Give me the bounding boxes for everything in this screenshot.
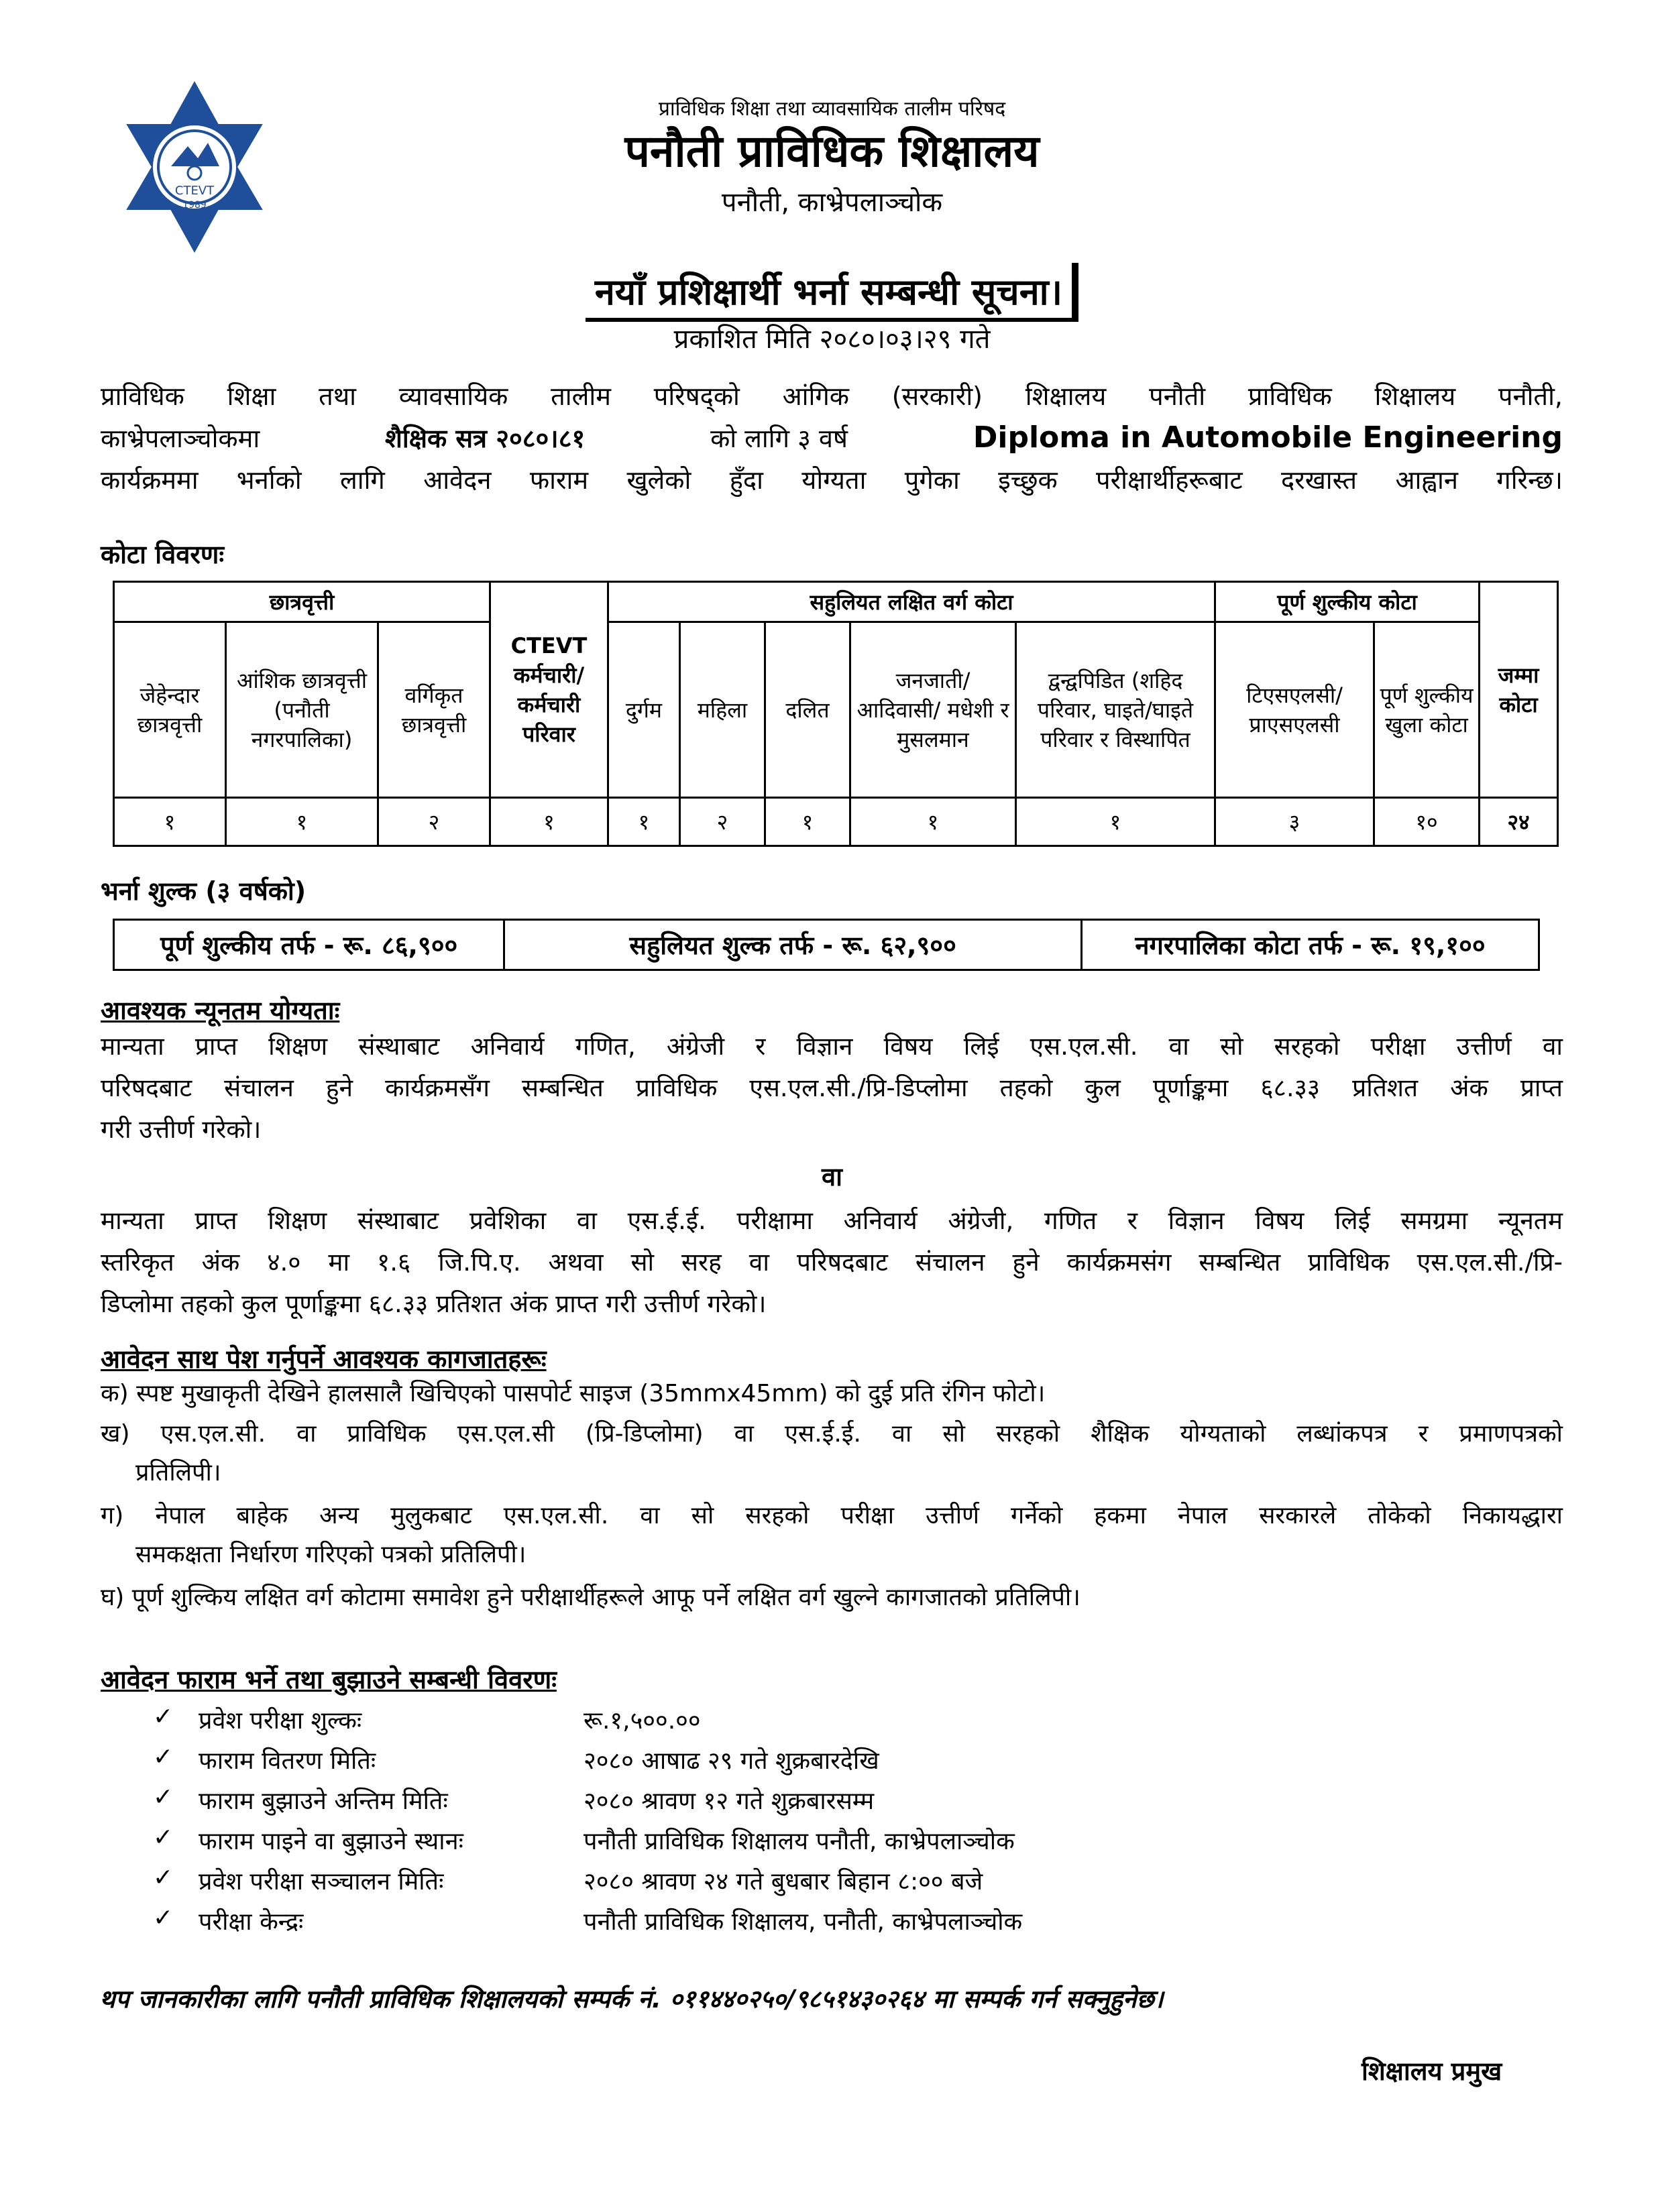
published-date: प्रकाशित मिति २०८०।०३।२९ गते [673,324,991,355]
eligibility-p1-line-3: गरी उत्तीर्ण गरेको। [101,1115,262,1144]
col-label: जनजाती/ आदिवासी/ मधेशी र मुसलमान [850,622,1016,798]
application-label: फाराम वितरण मितिः [199,1747,376,1775]
check-icon: ✓ [153,1824,174,1851]
signature: शिक्षालय प्रमुख [1362,2056,1502,2086]
application-label: प्रवेश परीक्षा सञ्चालन मितिः [199,1868,444,1896]
fee-table [113,919,1540,971]
group-targeted: सहुलियत लक्षित वर्ग कोटा [608,582,1215,622]
group-scholarship: छात्रवृत्ती [114,582,490,622]
col-label: पूर्ण शुल्कीय खुला कोटा [1374,622,1480,798]
col-value: १ [765,798,850,846]
col-label: आंशिक छात्रवृत्ती (पनौती नगरपालिका) [226,622,378,798]
notice-title-wrap [0,263,1664,322]
application-value: २०८० आषाढ २९ गते शुक्रबारदेखि [584,1747,879,1775]
intro-line-1: प्राविधिक शिक्षा तथा व्यावसायिक तालीम परिषद्को आंगिक (सरकारी) शिक्षालय पनौती प्राविधिक शिक्षालय पनौती, [101,382,1563,411]
col-value: ३ [1215,798,1374,846]
col-label: दुर्गम [608,622,680,798]
eligibility-p1-line-1: मान्यता प्राप्त शिक्षण संस्थाबाट अनिवार्य गणित, अंग्रेजी र विज्ञान विषय लिई एस.एल.सी. वा सो सरहको परीक्षा उत्तीर्ण वा [101,1032,1563,1061]
col-label: दलित [765,622,850,798]
quota-heading: कोटा विवरणः [101,540,225,569]
intro-line-2 [101,417,1563,459]
eligibility-p2-line-1: मान्यता प्राप्त शिक्षण संस्थाबाट प्रवेशिका वा एस.ई.ई. परीक्षामा अनिवार्य अंग्रेजी, गणित र विज्ञान विषय लिई समग्रमा न्यूनतम [101,1206,1563,1235]
document-item-b-line-1: ख) एस.एल.सी. वा प्राविधिक एस.एल.सी (प्रि-डिप्लोमा) वा एस.ई.ई. वा सो सरहको शैक्षिक योग्यताको लब्धांकपत्र र प्रमाणपत्रको [101,1420,1563,1448]
document-item-b-line-2: प्रतिलिपी। [135,1459,221,1487]
document-item-c-line-1: ग) नेपाल बाहेक अन्य मुलुकबाट एस.एल.सी. वा सो सरहको परीक्षा उत्तीर्ण गर्नेको हकमा नेपाल सरकारले तोकेको निकायद्धारा [101,1502,1563,1529]
fee-municipality: नगरपालिका कोटा तर्फ - रू. १९,१०० [1082,920,1539,970]
eligibility-p2-line-3: डिप्लोमा तहको कुल पूर्णाङ्कमा ६८.३३ प्रतिशत अंक प्राप्त गरी उत्तीर्ण गरेको। [101,1289,767,1318]
academic-session: शैक्षिक सत्र २०८०।८१ [385,424,586,453]
application-value: २०८० श्रावण २४ गते बुधबार बिहान ८:०० बजे [584,1868,983,1896]
group-full-fee: पूर्ण शुल्कीय कोटा [1215,582,1480,622]
intro-line-3: कार्यक्रममा भर्नाको लागि आवेदन फाराम खुलेको हुँदा योग्यता पुगेका इच्छुक परीक्षार्थीहरूबाट दरखास्त आह्वान गरिन्छ। [101,465,1563,495]
document-item-d: घ) पूर्ण शुल्किय लक्षित वर्ग कोटामा समावेश हुने परीक्षार्थीहरूले आफू पर्ने लक्षित वर्ग खुल्ने कागजातको प्रतिलिपी। [101,1584,1080,1611]
notice-title: नयाँ प्रशिक्षार्थी भर्ना सम्बन्धी सूचना। [586,263,1078,322]
col-value: २ [378,798,490,846]
col-value: २ [680,798,765,846]
col-value: १ [608,798,680,846]
document-item-a: क) स्पष्ट मुखाकृती देखिने हालसालै खिचिएको पासपोर्ट साइज (35mmx45mm) को दुई प्रति रंगिन फोटो। [101,1380,1046,1407]
fee-full: पूर्ण शुल्कीय तर्फ - रू. ८६,९०० [114,920,504,970]
quota-table [113,581,1559,847]
eligibility-heading: आवश्यक न्यूनतम योग्यताः [101,996,340,1025]
eligibility-paragraph-1 [101,1026,1563,1151]
eligibility-or: वा [822,1162,842,1191]
application-label: प्रवेश परीक्षा शुल्कः [199,1707,362,1735]
application-label: फाराम बुझाउने अन्तिम मितिः [199,1788,448,1815]
check-icon: ✓ [153,1784,174,1811]
col-value: १ [850,798,1016,846]
col-label: जेहेन्दार छात्रवृत्ती [114,622,226,798]
col-label: टिएसएलसी/ प्राएसएलसी [1215,622,1374,798]
col-label: महिला [680,622,765,798]
document-item-c-line-2: समकक्षता निर्धारण गरिएको पत्रको प्रतिलिपी। [135,1541,526,1568]
application-label: फाराम पाइने वा बुझाउने स्थानः [199,1828,463,1855]
check-icon: ✓ [153,1904,174,1932]
total-value: २४ [1480,798,1558,846]
group-ctevt: CTEVT कर्मचारी/ कर्मचारी परिवार [490,582,608,798]
council-name: प्राविधिक शिक्षा तथा व्यावसायिक तालीम परिषद [658,97,1006,121]
program-name: Diploma in Automobile Engineering [973,420,1563,455]
col-value: १ [490,798,608,846]
school-address: पनौती, काभ्रेपलाञ्चोक [721,187,943,218]
eligibility-p2-line-2: स्तरिकृत अंक ४.० मा १.६ जि.पि.ए. अथवा सो सरह वा परिषदबाट संचालन हुने कार्यक्रमसंग सम्बन्धित प्राविधिक एस.एल.सी./प्रि- [101,1248,1563,1277]
col-value: १ [226,798,378,846]
col-value: १ [1016,798,1215,846]
logo-text: CTEVT [174,184,215,198]
logo-year: 1989 [182,200,207,211]
eligibility-paragraph-2 [101,1200,1563,1325]
application-value: पनौती प्राविधिक शिक्षालय पनौती, काभ्रेपलाञ्चोक [584,1828,1015,1855]
check-icon: ✓ [153,1703,174,1731]
document-item-c [101,1497,1563,1574]
check-icon: ✓ [153,1864,174,1891]
intro-line-2-a: काभ्रेपलाञ्चोकमा [101,424,260,453]
fee-heading: भर्ना शुल्क (३ वर्षको) [101,876,307,906]
document-item-b [101,1415,1563,1493]
eligibility-p1-line-2: परिषदबाट संचालन हुने कार्यक्रमसँग सम्बन्धित प्राविधिक एस.एल.सी./प्रि-डिप्लोमा तहको कुल पूर्णाङ्कमा ६८.३३ प्रतिशत अंक प्राप्त [101,1073,1563,1102]
check-icon: ✓ [153,1743,174,1771]
application-value: पनौती प्राविधिक शिक्षालय, पनौती, काभ्रेपलाञ्चोक [584,1908,1023,1936]
fee-concession: सहुलियत शुल्क तर्फ - रू. ६२,९०० [504,920,1082,970]
application-value: २०८० श्रावण १२ गते शुक्रबारसम्म [584,1788,875,1815]
col-value: १० [1374,798,1480,846]
school-name: पनौती प्राविधिक शिक्षालय [624,125,1040,177]
col-value: १ [114,798,226,846]
application-label: परीक्षा केन्द्रः [199,1908,304,1936]
documents-heading: आवेदन साथ पेश गर्नुपर्ने आवश्यक कागजातहरूः [101,1344,547,1374]
application-heading: आवेदन फाराम भर्ने तथा बुझाउने सम्बन्धी विवरणः [101,1665,557,1694]
intro-line-2-b: को लागि ३ वर्ष [710,424,848,453]
col-label: द्वन्द्वपिडित (शहिद परिवार, घाइते/घाइते परिवार र विस्थापित [1016,622,1215,798]
application-value: रू.१,५००.०० [584,1707,701,1735]
total-label: जम्मा कोटा [1480,582,1558,798]
intro-paragraph [101,375,1563,501]
contact-note: थप जानकारीका लागि पनौती प्राविधिक शिक्षालयको सम्पर्क नं. ०११४४०२५०/९८५१४३०२६४ मा सम्पर्क गर्न सक्नुहुनेछ। [99,1985,1164,2014]
col-label: वर्गिकृत छात्रवृत्ती [378,622,490,798]
